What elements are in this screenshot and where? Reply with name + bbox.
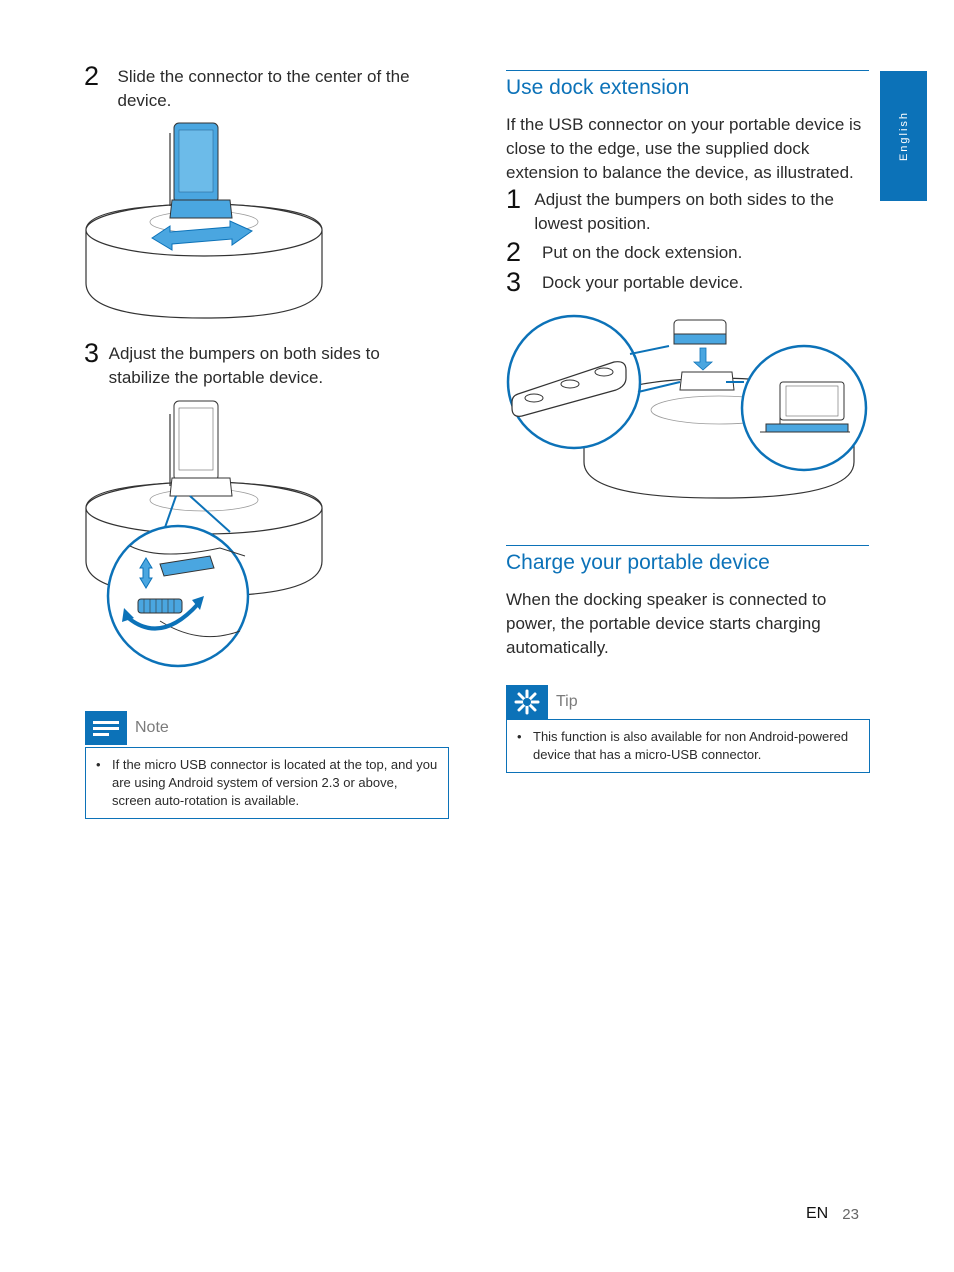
language-tab <box>880 71 927 201</box>
step-number: 2 <box>506 237 522 267</box>
right-step-1 <box>506 185 866 236</box>
step-text: Dock your portable device. <box>542 273 744 292</box>
dock-extension-intro: If the USB connector on your portable device is close to the edge, use the supplied dock extension to balance the device, as illustrated. <box>506 115 862 182</box>
step-number: 2 <box>84 61 100 91</box>
bullet: • <box>517 729 522 744</box>
left-step-2 <box>84 62 444 113</box>
section-rule <box>506 545 869 546</box>
charge-text: When the docking speaker is connected to power, the portable device starts charging automatically. <box>506 590 827 657</box>
page-number: 23 <box>842 1205 859 1223</box>
note-lines-icon <box>85 711 127 745</box>
right-step-2 <box>506 238 866 266</box>
note-box <box>85 747 449 819</box>
left-step-3 <box>84 339 444 390</box>
page-footer <box>806 1205 859 1223</box>
tip-asterisk-icon <box>506 685 548 719</box>
tip-box <box>506 719 870 773</box>
note-header <box>85 711 169 745</box>
tip-header <box>506 685 578 719</box>
language-tab-label: English <box>897 110 910 162</box>
dock-extension-title: Use dock extension <box>506 76 690 99</box>
tip-label: Tip <box>556 693 578 710</box>
adjust-bumpers-illustration <box>80 396 330 671</box>
bullet: • <box>96 757 101 772</box>
tip-item <box>517 728 859 764</box>
note-item <box>96 756 438 810</box>
right-step-3 <box>506 268 866 296</box>
charge-title: Charge your portable device <box>506 551 770 574</box>
step-text: Slide the connector to the center of the device. <box>117 67 410 110</box>
step-number: 3 <box>84 338 100 368</box>
dock-extension-illustration <box>504 312 870 512</box>
footer-language: EN <box>806 1205 829 1222</box>
slide-connector-illustration <box>80 118 330 328</box>
note-item-text: If the micro USB connector is located at the top, and you are using Android system of version 2.3 or above, screen auto-rotation is available. <box>112 757 438 808</box>
step-number: 1 <box>506 184 522 214</box>
note-label: Note <box>135 719 169 736</box>
step-text: Put on the dock extension. <box>542 243 743 262</box>
step-text: Adjust the bumpers on both sides to stabilize the portable device. <box>108 344 380 387</box>
step-text: Adjust the bumpers on both sides to the lowest position. <box>534 190 834 233</box>
tip-item-text: This function is also available for non Android-powered device that has a micro-USB connector. <box>533 729 849 762</box>
section-rule <box>506 70 869 71</box>
step-number: 3 <box>506 267 522 297</box>
